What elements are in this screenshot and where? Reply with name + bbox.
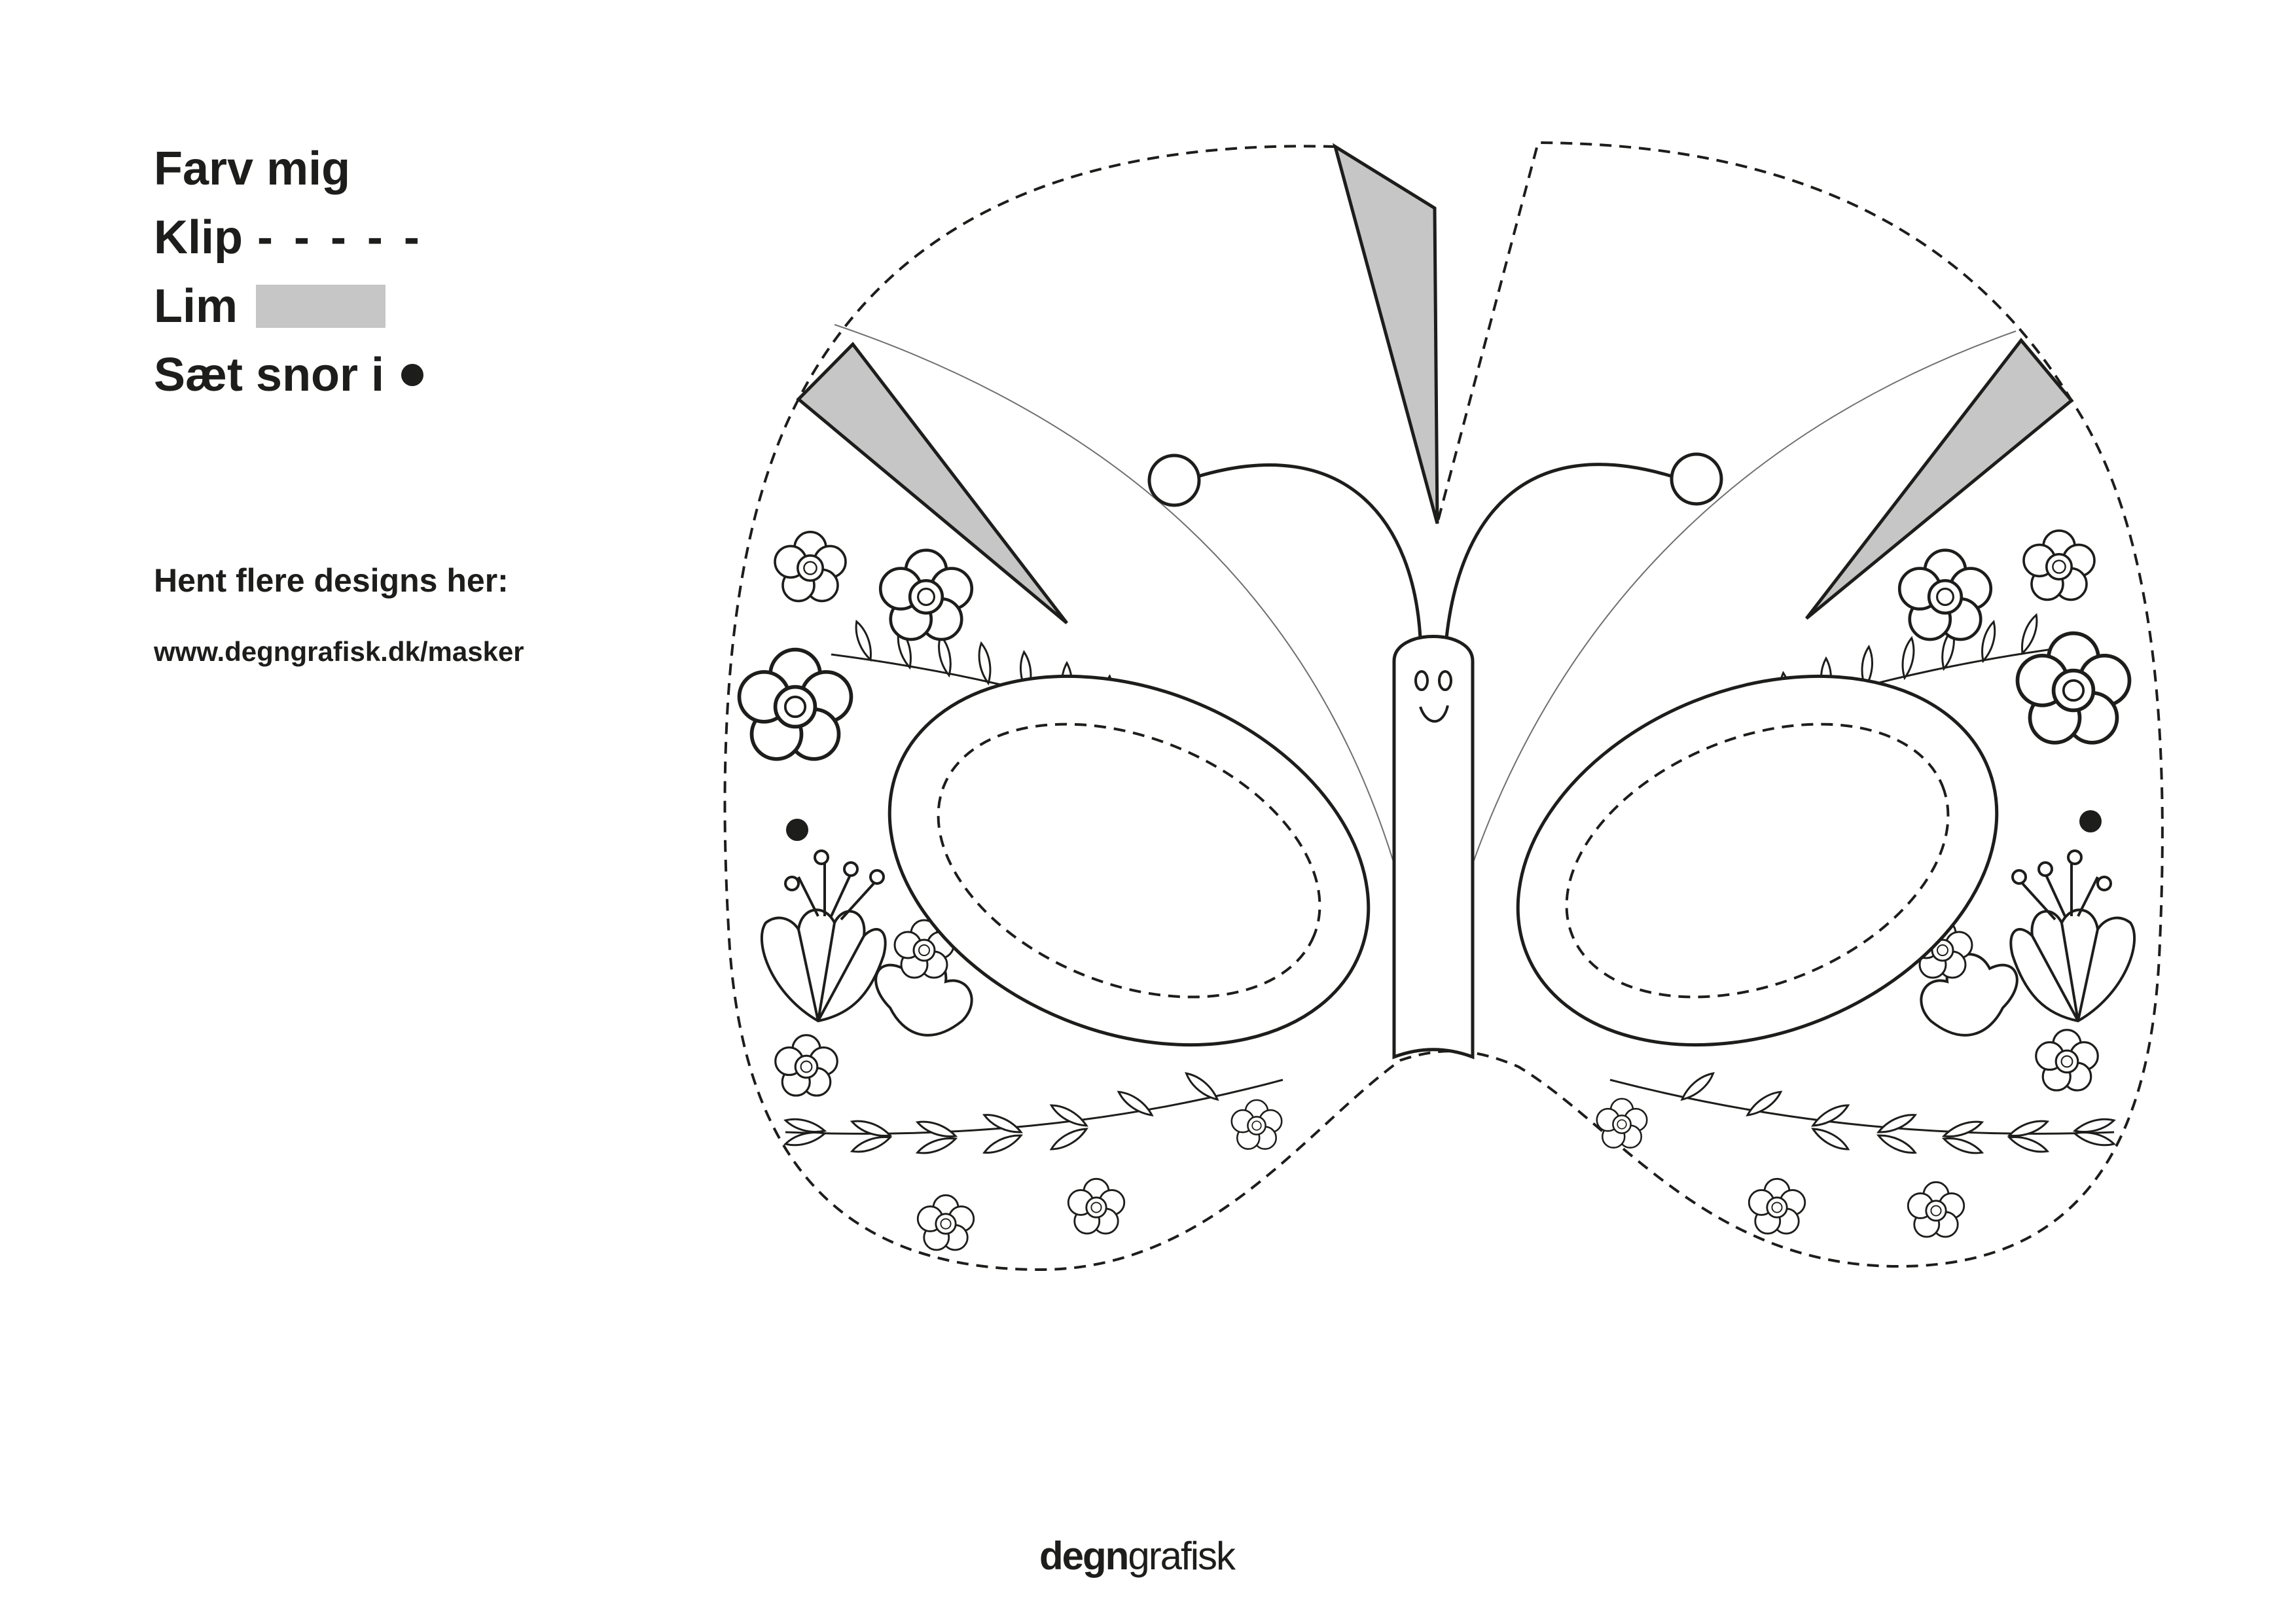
- antenna-right: [1446, 465, 1672, 638]
- brand-logo-light: grafisk: [1128, 1534, 1235, 1578]
- cut-line-sample: - - - - -: [257, 211, 423, 264]
- butterfly-eye-right: [1439, 671, 1451, 690]
- glue-tab-top: [1335, 147, 1437, 524]
- legend-string-label: Sæt snor i: [154, 348, 385, 401]
- antenna-left: [1198, 465, 1420, 638]
- more-designs-title: Hent flere designs her:: [154, 562, 509, 599]
- butterfly-body: [1394, 637, 1473, 1058]
- antenna-tip-left: [1149, 455, 1199, 505]
- string-hole-left: [786, 819, 808, 841]
- legend-color-label: Farv mig: [154, 142, 351, 195]
- more-designs-url[interactable]: www.degngrafisk.dk/masker: [154, 636, 524, 667]
- leaf-branch-lower-left: [784, 1069, 1283, 1157]
- antenna-tip-right: [1672, 454, 1721, 504]
- legend-cut-label: Klip: [154, 211, 243, 264]
- brand-logo-bold: degn: [1039, 1534, 1128, 1578]
- brand-logo: [1039, 1533, 1234, 1578]
- butterfly-eye-left: [1416, 671, 1427, 690]
- bell-flower-left: [762, 851, 886, 1021]
- legend-glue-label: Lim: [154, 279, 238, 332]
- leaf-branch-lower-right: [1610, 1069, 2115, 1157]
- string-hole-right: [2079, 810, 2102, 832]
- bell-flower-right: [2011, 851, 2134, 1021]
